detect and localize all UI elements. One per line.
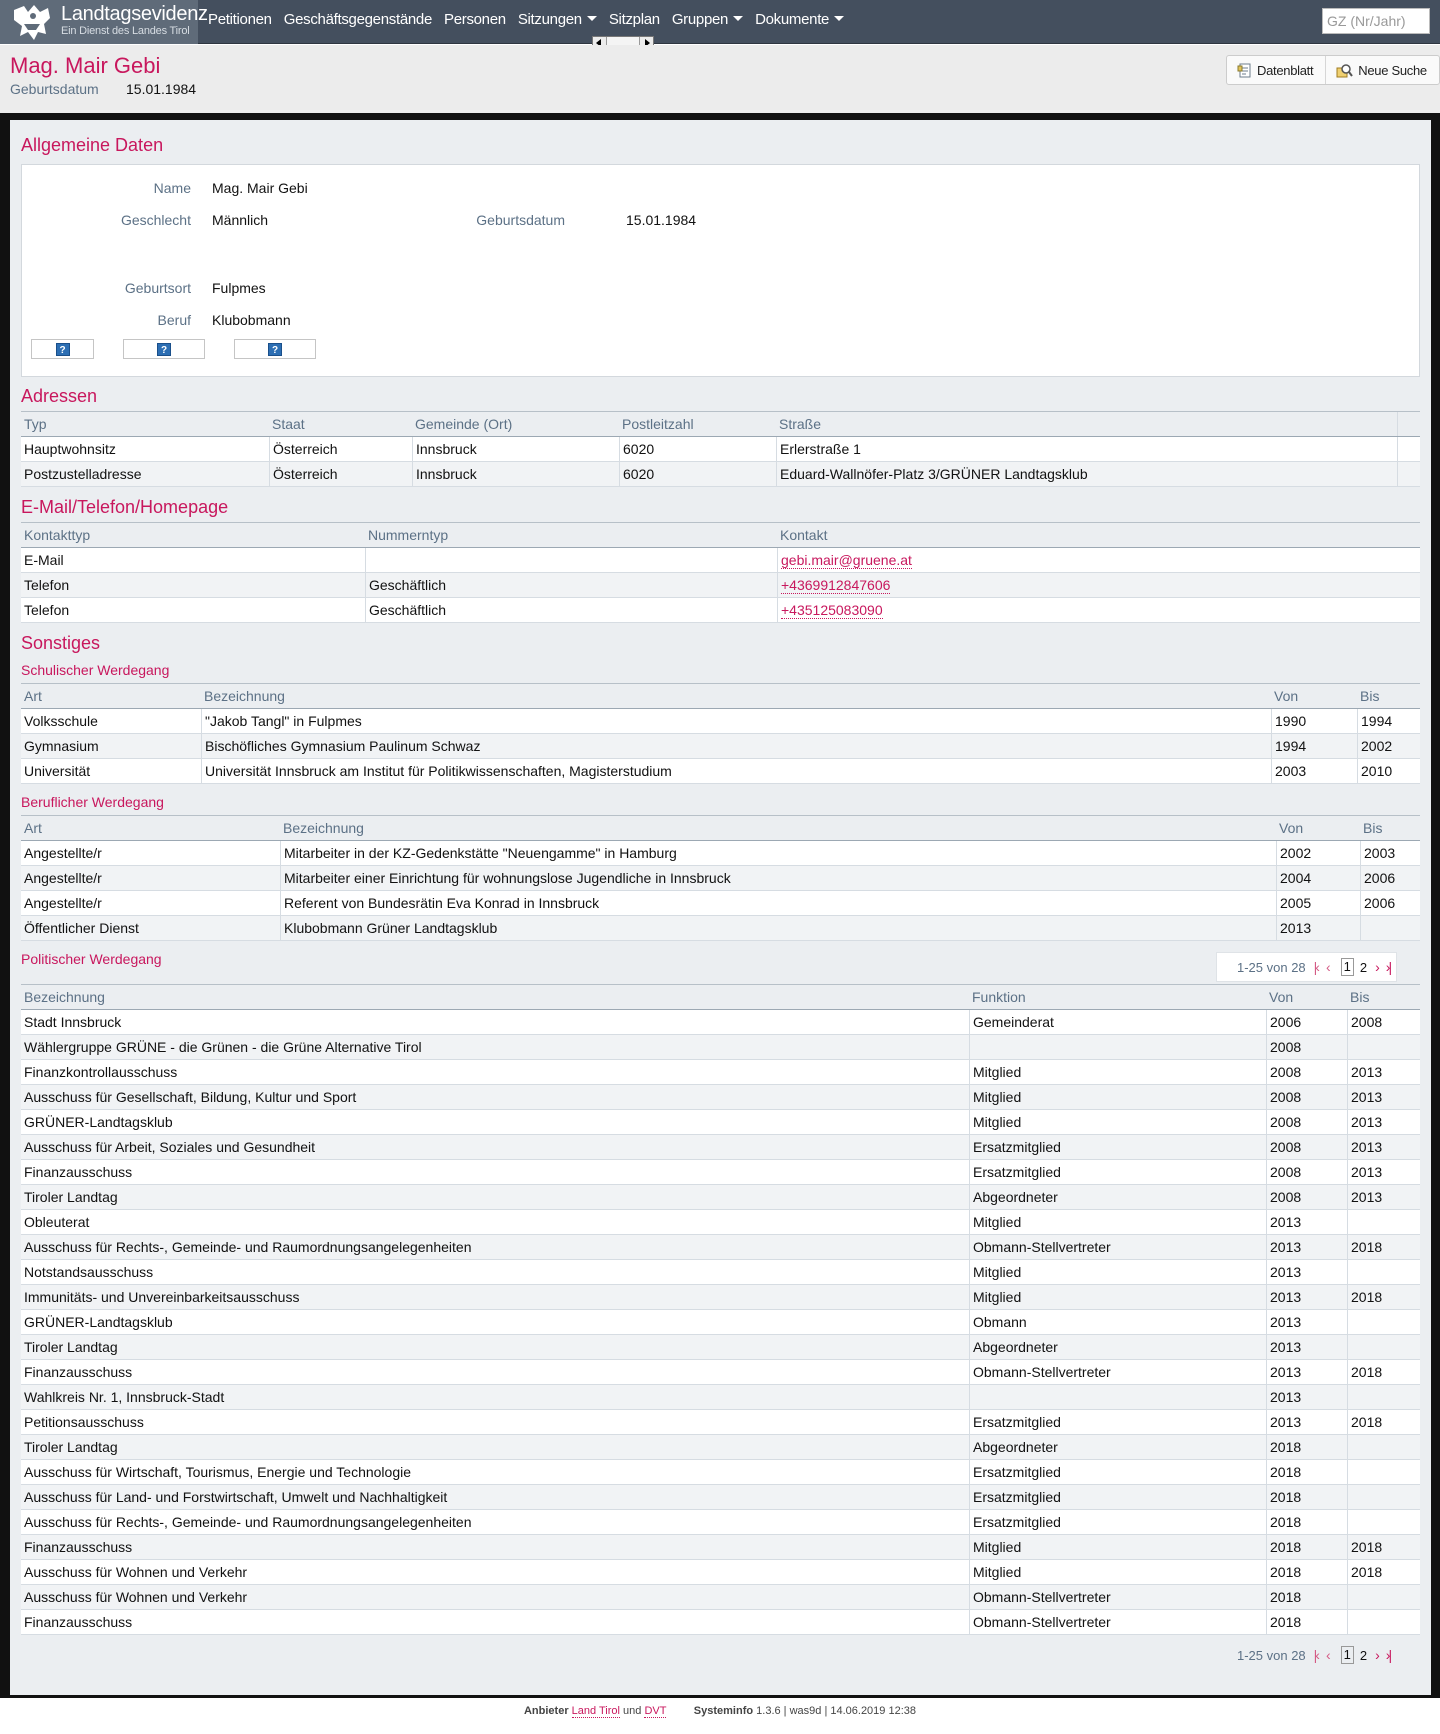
table-cell: 1990 [1271, 709, 1357, 733]
table-row[interactable] [21, 1110, 1420, 1135]
table-cell: 2006 [1360, 866, 1420, 890]
table-cell: 2018 [1266, 1610, 1347, 1634]
page-2[interactable]: 2 [1359, 959, 1368, 975]
column-header[interactable]: Postleitzahl [622, 416, 694, 432]
table-cell: Angestellte/r [24, 845, 102, 861]
table-cell: 2002 [1357, 734, 1420, 758]
birthdate-label: Geburtsdatum [476, 212, 565, 228]
table-cell: 2003 [1271, 759, 1357, 783]
table-row[interactable] [21, 1135, 1420, 1160]
table-cell: Ersatzmitglied [969, 1485, 1266, 1509]
birthplace-label: Geburtsort [124, 280, 191, 296]
gender-value: Männlich [212, 212, 269, 228]
table-row[interactable] [21, 1460, 1420, 1485]
table-cell: 2018 [1347, 1360, 1420, 1384]
table-cell-spacer [1397, 437, 1420, 461]
table-row[interactable] [21, 462, 1420, 487]
name-label: Name [153, 180, 191, 196]
last-page-icon[interactable]: ›| [1385, 1647, 1391, 1663]
table-cell [777, 548, 1420, 572]
table-cell [969, 1385, 1266, 1409]
table-cell: 2003 [1360, 841, 1420, 865]
table-cell: 2013 [1266, 1385, 1347, 1409]
table-row[interactable] [21, 759, 1420, 784]
table-cell: 2004 [1276, 866, 1360, 890]
header-birth-value: 15.01.1984 [126, 81, 197, 97]
table-cell: Mitglied [969, 1085, 1266, 1109]
table-cell: Abgeordneter [969, 1185, 1266, 1209]
page-2[interactable]: 2 [1359, 1647, 1368, 1663]
table-row[interactable] [21, 1310, 1420, 1335]
table-cell: 2018 [1347, 1560, 1420, 1584]
table-cell: Obmann [969, 1310, 1266, 1334]
column-header[interactable]: Nummerntyp [368, 527, 449, 543]
chevron-down-icon [733, 16, 743, 21]
school-table [21, 683, 1420, 784]
table-cell: 6020 [619, 437, 776, 461]
next-page-icon[interactable]: › [1375, 1647, 1378, 1663]
table-cell: Innsbruck [412, 462, 619, 486]
table-cell: Postzustelladresse [24, 466, 142, 482]
table-cell: 2018 [1347, 1235, 1420, 1259]
table-cell [1347, 1485, 1420, 1509]
column-header[interactable]: Bis [1350, 989, 1370, 1005]
table-cell: 2008 [1347, 1010, 1420, 1034]
table-cell: Mitglied [969, 1210, 1266, 1234]
column-header[interactable]: Kontakt [780, 527, 828, 543]
table-row[interactable] [21, 916, 1420, 941]
table-cell: 1994 [1271, 734, 1357, 758]
table-cell: 2013 [1347, 1160, 1420, 1184]
table-cell: 2008 [1266, 1035, 1347, 1059]
table-header [21, 815, 1420, 841]
table-cell [1347, 1385, 1420, 1409]
help-icon[interactable]: ? [56, 343, 70, 356]
table-row[interactable] [21, 1435, 1420, 1460]
table-cell [1347, 1210, 1420, 1234]
table-cell: 2013 [1266, 1410, 1347, 1434]
table-row[interactable] [21, 734, 1420, 759]
table-cell [1347, 1035, 1420, 1059]
first-page-icon[interactable]: |‹ [1313, 959, 1318, 975]
table-cell: Finanzkontrollausschuss [24, 1064, 178, 1080]
table-cell: 2013 [1266, 1285, 1347, 1309]
pagination-range: 1-25 von 28 [1237, 1647, 1306, 1663]
table-cell: 2008 [1266, 1085, 1347, 1109]
table-header [21, 411, 1420, 437]
table-cell [1347, 1335, 1420, 1359]
pagination-bottom [1216, 1640, 1397, 1670]
name-value: Mag. Mair Gebi [212, 180, 308, 196]
footer-and: und [623, 1705, 642, 1717]
footer-link-land-tirol[interactable]: Land Tirol [571, 1705, 620, 1717]
table-cell: 2006 [1360, 891, 1420, 915]
contact-table [21, 522, 1420, 623]
table-row[interactable] [21, 1410, 1420, 1435]
column-header[interactable]: Von [1274, 688, 1299, 704]
column-header[interactable]: Art [24, 688, 42, 704]
table-cell [1347, 1435, 1420, 1459]
table-cell [1347, 1260, 1420, 1284]
table-cell: 2013 [1347, 1110, 1420, 1134]
column-header[interactable]: Bis [1360, 688, 1380, 704]
page-current[interactable]: 1 [1341, 1646, 1354, 1664]
table-cell: 1994 [1357, 709, 1420, 733]
table-cell [969, 1035, 1266, 1059]
table-cell: 2008 [1266, 1110, 1347, 1134]
datenblatt-label: Datenblatt [1257, 62, 1314, 78]
table-cell: Ausschuss für Rechts-, Gemeinde- und Raumordnungsangelegenheiten [24, 1239, 472, 1255]
footer-provider-label: Anbieter [523, 1705, 569, 1717]
table-cell: Notstandsausschuss [24, 1264, 154, 1280]
table-cell [365, 548, 777, 572]
prev-page-icon[interactable]: ‹ [1325, 1647, 1329, 1663]
table-cell: 2013 [1266, 1310, 1347, 1334]
table-cell: Obleuterat [24, 1214, 90, 1230]
table-cell: 2013 [1347, 1135, 1420, 1159]
table-cell: Abgeordneter [969, 1435, 1266, 1459]
table-cell: Mitglied [969, 1285, 1266, 1309]
page-current[interactable]: 1 [1341, 958, 1354, 976]
main-nav [202, 0, 850, 44]
table-cell [777, 573, 1420, 597]
table-cell: Klubobmann Grüner Landtagsklub [280, 916, 1276, 940]
nav-geschaeftsgegenstaende[interactable]: Geschäftsgegenstände [283, 11, 432, 28]
table-row[interactable] [21, 1485, 1420, 1510]
contact-link[interactable]: +4369912847606 [781, 577, 891, 593]
table-cell: Geschäftlich [365, 598, 777, 622]
table-row[interactable] [21, 1160, 1420, 1185]
table-cell: Mitglied [969, 1535, 1266, 1559]
table-cell: E-Mail [24, 552, 64, 568]
top-navbar [0, 0, 1440, 44]
nav-dokumente[interactable] [749, 0, 850, 44]
column-header[interactable]: Gemeinde (Ort) [415, 416, 513, 432]
chevron-down-icon [587, 16, 597, 21]
table-cell: Obmann-Stellvertreter [969, 1610, 1266, 1634]
toolbar [1226, 55, 1440, 85]
table-row[interactable] [21, 1360, 1420, 1385]
section-sonstiges: Sonstiges [21, 633, 101, 653]
column-header[interactable]: Kontakttyp [24, 527, 91, 543]
birthdate-value: 15.01.1984 [626, 212, 697, 228]
table-cell: 2018 [1266, 1485, 1347, 1509]
table-cell: 2008 [1266, 1060, 1347, 1084]
table-cell: GRÜNER-Landtagsklub [24, 1314, 173, 1330]
help-field-2[interactable] [123, 339, 205, 359]
nav-sitzungen-label: Sitzungen [517, 11, 582, 28]
subsection-beruflicher-werdegang: Beruflicher Werdegang [21, 794, 164, 810]
table-cell: Mitarbeiter in der KZ-Gedenkstätte "Neuengamme" in Hamburg [280, 841, 1276, 865]
pagination-range: 1-25 von 28 [1237, 959, 1306, 975]
table-cell: Erlerstraße 1 [776, 437, 1397, 461]
column-header[interactable]: Bis [1363, 820, 1383, 836]
table-cell: Ausschuss für Wirtschaft, Tourismus, Energie und Technologie [24, 1464, 412, 1480]
first-page-icon[interactable]: |‹ [1313, 1647, 1318, 1663]
table-cell: 2018 [1347, 1410, 1420, 1434]
help-field-3[interactable] [234, 339, 316, 359]
career-table [21, 815, 1420, 941]
table-cell: Finanzausschuss [24, 1364, 133, 1380]
column-spacer [1397, 412, 1420, 436]
table-cell: Petitionsausschuss [24, 1414, 144, 1430]
table-cell: 2013 [1347, 1185, 1420, 1209]
help-icon[interactable]: ? [268, 343, 282, 356]
column-header[interactable]: Von [1269, 989, 1294, 1005]
table-cell: 2013 [1266, 1260, 1347, 1284]
footer-link-dvt[interactable]: DVT [644, 1705, 667, 1717]
table-cell: Öffentlicher Dienst [24, 920, 139, 936]
table-cell: Tiroler Landtag [24, 1339, 118, 1355]
main-content [10, 120, 1431, 1695]
table-cell: 2005 [1276, 891, 1360, 915]
table-row[interactable] [21, 1610, 1420, 1635]
table-cell: 2013 [1266, 1235, 1347, 1259]
birthplace-value: Fulpmes [212, 280, 266, 296]
table-cell: Finanzausschuss [24, 1614, 133, 1630]
brand[interactable] [0, 0, 208, 44]
table-cell: Ausschuss für Wohnen und Verkehr [24, 1564, 248, 1580]
table-cell: 2010 [1357, 759, 1420, 783]
table-row[interactable] [21, 1510, 1420, 1535]
table-row[interactable] [21, 1385, 1420, 1410]
table-cell [1347, 1585, 1420, 1609]
table-cell: 2013 [1276, 916, 1360, 940]
gz-search-input[interactable] [1322, 8, 1430, 34]
table-cell: Stadt Innsbruck [24, 1014, 122, 1030]
contact-link[interactable]: gebi.mair@gruene.at [781, 552, 912, 568]
table-cell: 2018 [1266, 1510, 1347, 1534]
table-row[interactable] [21, 437, 1420, 462]
table-cell: Obmann-Stellvertreter [969, 1585, 1266, 1609]
column-header[interactable]: Funktion [972, 989, 1026, 1005]
column-header[interactable]: Typ [24, 416, 47, 432]
table-row[interactable] [21, 891, 1420, 916]
nav-gruppen-label: Gruppen [671, 11, 729, 28]
table-cell: Ausschuss für Rechts-, Gemeinde- und Raumordnungsangelegenheiten [24, 1514, 472, 1530]
table-cell: Gemeinderat [969, 1010, 1266, 1034]
brand-title: Landtagsevidenz [61, 3, 208, 25]
table-row[interactable] [21, 841, 1420, 866]
table-header [21, 683, 1420, 709]
nav-petitionen[interactable]: Petitionen [208, 11, 272, 28]
nav-sitzungen[interactable] [512, 0, 603, 44]
table-cell: Ersatzmitglied [969, 1460, 1266, 1484]
section-contact: E-Mail/Telefon/Homepage [21, 497, 229, 517]
column-header[interactable]: Art [24, 820, 42, 836]
table-row[interactable] [21, 1260, 1420, 1285]
table-row[interactable] [21, 1060, 1420, 1085]
table-row[interactable] [21, 1585, 1420, 1610]
table-cell: 6020 [619, 462, 776, 486]
table-header [21, 984, 1420, 1010]
nav-dokumente-label: Dokumente [755, 11, 830, 28]
table-cell: Mitglied [969, 1110, 1266, 1134]
column-header[interactable]: Bezeichnung [204, 688, 285, 704]
header-birth-label: Geburtsdatum [10, 81, 99, 97]
column-header[interactable]: Staat [272, 416, 305, 432]
table-cell: Gymnasium [24, 738, 99, 754]
page-header [0, 45, 1440, 113]
table-cell: Mitglied [969, 1060, 1266, 1084]
table-row[interactable] [21, 1185, 1420, 1210]
footer-sysinfo-label: Systeminfo [693, 1705, 754, 1717]
table-cell: Ausschuss für Gesellschaft, Bildung, Kultur und Sport [24, 1089, 357, 1105]
table-cell: Universität Innsbruck am Institut für Politikwissenschaften, Magisterstudium [201, 759, 1271, 783]
table-cell: Wählergruppe GRÜNE - die Grünen - die Grüne Alternative Tirol [24, 1039, 422, 1055]
neue-suche-button[interactable] [1325, 56, 1439, 84]
table-row[interactable] [21, 1085, 1420, 1110]
table-cell: GRÜNER-Landtagsklub [24, 1114, 173, 1130]
table-cell: Ersatzmitglied [969, 1160, 1266, 1184]
page-title: Mag. Mair Gebi [10, 53, 161, 78]
table-row[interactable] [21, 573, 1420, 598]
nav-sitzplan[interactable]: Sitzplan [608, 11, 660, 28]
document-icon [1237, 63, 1252, 78]
table-row[interactable] [21, 1035, 1420, 1060]
general-data-panel [21, 164, 1420, 377]
table-cell: 2013 [1347, 1060, 1420, 1084]
table-cell: Angestellte/r [24, 895, 102, 911]
table-cell: Universität [24, 763, 91, 779]
table-row[interactable] [21, 1010, 1420, 1035]
table-cell: Wahlkreis Nr. 1, Innsbruck-Stadt [24, 1389, 225, 1405]
table-cell: Obmann-Stellvertreter [969, 1360, 1266, 1384]
table-cell: Ausschuss für Arbeit, Soziales und Gesundheit [24, 1139, 316, 1155]
search-icon [1336, 63, 1353, 78]
table-cell: 2008 [1266, 1185, 1347, 1209]
table-cell: 2013 [1266, 1360, 1347, 1384]
table-cell: 2008 [1266, 1160, 1347, 1184]
table-cell: Ausschuss für Land- und Forstwirtschaft, Umwelt und Nachhaltigkeit [24, 1489, 448, 1505]
table-cell: 2008 [1266, 1135, 1347, 1159]
contact-link[interactable]: +435125083090 [781, 602, 883, 618]
table-cell: 2018 [1266, 1435, 1347, 1459]
table-cell: Tiroler Landtag [24, 1189, 118, 1205]
chevron-down-icon [834, 16, 844, 21]
table-cell: 2013 [1266, 1210, 1347, 1234]
help-field-1[interactable] [31, 339, 94, 359]
table-row[interactable] [21, 709, 1420, 734]
table-row[interactable] [21, 1285, 1420, 1310]
column-header[interactable]: Straße [779, 416, 822, 432]
table-cell: Österreich [269, 462, 412, 486]
table-row[interactable] [21, 598, 1420, 623]
table-cell: Innsbruck [412, 437, 619, 461]
help-icon[interactable]: ? [157, 343, 171, 356]
table-cell [1347, 1310, 1420, 1334]
table-cell: Mitarbeiter einer Einrichtung für wohnungslose Jugendliche in Innsbruck [280, 866, 1276, 890]
table-cell: Bischöfliches Gymnasium Paulinum Schwaz [201, 734, 1271, 758]
footer [0, 1705, 1440, 1717]
brand-subtitle: Ein Dienst des Landes Tirol [61, 25, 190, 37]
table-cell: Geschäftlich [365, 573, 777, 597]
table-cell: Tiroler Landtag [24, 1439, 118, 1455]
table-cell: "Jakob Tangl" in Fulpmes [201, 709, 1271, 733]
job-label: Beruf [157, 312, 191, 328]
prev-page-icon[interactable]: ‹ [1325, 959, 1329, 975]
column-header[interactable]: Bezeichnung [283, 820, 364, 836]
job-value: Klubobmann [212, 312, 291, 328]
table-cell: 2013 [1347, 1085, 1420, 1109]
section-allgemeine-daten: Allgemeine Daten [21, 135, 164, 155]
table-row[interactable] [21, 1535, 1420, 1560]
table-cell: Telefon [24, 577, 70, 593]
table-row[interactable] [21, 1210, 1420, 1235]
table-cell: Telefon [24, 602, 70, 618]
table-cell: 2018 [1266, 1460, 1347, 1484]
table-cell: Ausschuss für Wohnen und Verkehr [24, 1589, 248, 1605]
table-row[interactable] [21, 866, 1420, 891]
table-cell: 2002 [1276, 841, 1360, 865]
table-cell: Abgeordneter [969, 1335, 1266, 1359]
table-cell: Ersatzmitglied [969, 1135, 1266, 1159]
table-cell: Mitglied [969, 1560, 1266, 1584]
table-cell: Finanzausschuss [24, 1539, 133, 1555]
tirol-eagle-logo-icon [10, 2, 54, 42]
nav-gruppen[interactable] [666, 0, 749, 44]
table-cell: 2013 [1266, 1335, 1347, 1359]
footer-sysinfo: 1.3.6 | was9d | 14.06.2019 12:38 [756, 1705, 916, 1717]
table-cell: Eduard-Wallnöfer-Platz 3/GRÜNER Landtagsklub [776, 462, 1397, 486]
table-cell: Referent von Bundesrätin Eva Konrad in Innsbruck [280, 891, 1276, 915]
table-row[interactable] [21, 1235, 1420, 1260]
table-cell: 2018 [1347, 1285, 1420, 1309]
table-cell-spacer [1397, 462, 1420, 486]
table-cell: Österreich [269, 437, 412, 461]
table-cell: Hauptwohnsitz [24, 441, 116, 457]
table-cell: 2018 [1266, 1535, 1347, 1559]
table-cell: 2018 [1266, 1585, 1347, 1609]
table-cell: Volksschule [24, 713, 98, 729]
gender-label: Geschlecht [120, 212, 191, 228]
table-row[interactable] [21, 548, 1420, 573]
section-adressen: Adressen [21, 386, 98, 406]
last-page-icon[interactable]: ›| [1385, 959, 1391, 975]
subsection-politischer-werdegang: Politischer Werdegang [21, 951, 162, 967]
table-row[interactable] [21, 1560, 1420, 1585]
table-cell [1347, 1510, 1420, 1534]
subsection-schulischer-werdegang: Schulischer Werdegang [21, 662, 170, 678]
next-page-icon[interactable]: › [1375, 959, 1378, 975]
pagination-top [1216, 952, 1397, 982]
table-cell [1347, 1610, 1420, 1634]
table-cell [1347, 1460, 1420, 1484]
datenblatt-button[interactable] [1227, 56, 1325, 84]
table-cell: Immunitäts- und Unvereinbarkeitsausschuss [24, 1289, 300, 1305]
neue-suche-label: Neue Suche [1358, 62, 1427, 78]
nav-personen[interactable]: Personen [444, 11, 506, 28]
table-cell: 2006 [1266, 1010, 1347, 1034]
table-cell: Ersatzmitglied [969, 1510, 1266, 1534]
political-table [21, 984, 1420, 1635]
table-cell: Angestellte/r [24, 870, 102, 886]
table-cell: Ersatzmitglied [969, 1410, 1266, 1434]
column-header[interactable]: Bezeichnung [24, 989, 105, 1005]
table-cell [1360, 916, 1420, 940]
table-cell: 2018 [1266, 1560, 1347, 1584]
table-cell: Finanzausschuss [24, 1164, 133, 1180]
column-header[interactable]: Von [1279, 820, 1304, 836]
table-cell: Obmann-Stellvertreter [969, 1235, 1266, 1259]
table-header [21, 522, 1420, 548]
table-cell: Mitglied [969, 1260, 1266, 1284]
table-cell: 2018 [1347, 1535, 1420, 1559]
table-cell [777, 598, 1420, 622]
addresses-table [21, 411, 1420, 487]
table-row[interactable] [21, 1335, 1420, 1360]
